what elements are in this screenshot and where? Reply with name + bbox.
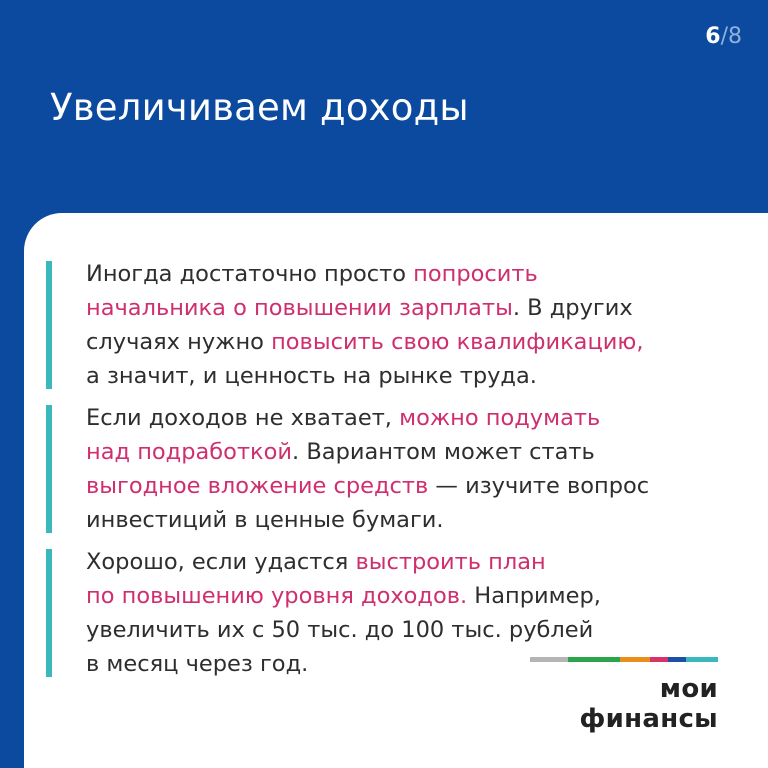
paragraph-text: [86, 401, 736, 537]
accent-bar: [46, 549, 52, 677]
text-run: случаях нужно: [86, 329, 272, 355]
text-line: [86, 435, 736, 469]
highlighted-text: попросить: [413, 261, 538, 287]
page-counter: [705, 24, 742, 49]
highlighted-text: можно подумать: [399, 405, 601, 431]
highlighted-text: по повышению уровня доходов.: [86, 583, 468, 609]
text-line: [86, 613, 736, 647]
text-run: Например,: [467, 583, 601, 609]
content-card: [24, 213, 768, 768]
highlighted-text: повысить свою квалификацию,: [271, 329, 644, 355]
text-line: [86, 579, 736, 613]
text-line: [86, 325, 736, 359]
brand-logo: [530, 657, 718, 734]
stripe-segment: [686, 657, 718, 662]
paragraph-side-income: [46, 401, 736, 537]
text-line: [86, 503, 736, 537]
brand-color-stripe: [530, 657, 718, 662]
page-separator: /: [720, 24, 728, 49]
highlighted-text: начальника о повышении зарплаты: [86, 295, 513, 321]
text-run: увеличить их с 50 тыс. до 100 тыс. рублей: [86, 617, 594, 643]
slide-title: Увеличиваем доходы: [50, 86, 469, 129]
highlighted-text: над подработкой: [86, 439, 293, 465]
highlighted-text: выстроить план: [355, 549, 546, 575]
text-run: . В других: [512, 295, 633, 321]
text-run: в месяц через год.: [86, 651, 309, 677]
text-run: . Вариантом может стать: [292, 439, 595, 465]
stripe-segment: [668, 657, 686, 662]
text-run: Если доходов не хватает,: [86, 405, 400, 431]
stripe-segment: [568, 657, 620, 662]
accent-bar: [46, 405, 52, 533]
page-total: 8: [728, 24, 742, 49]
text-run: Хорошо, если удастся: [86, 549, 356, 575]
text-line: [86, 291, 736, 325]
stripe-segment: [650, 657, 668, 662]
text-line: [86, 359, 736, 393]
brand-name: мои финансы: [579, 674, 718, 734]
stripe-segment: [530, 657, 568, 662]
paragraph-text: [86, 257, 736, 393]
paragraph-ask-raise: [46, 257, 736, 393]
highlighted-text: выгодное вложение средств: [86, 473, 429, 499]
text-run: инвестиций в ценные бумаги.: [86, 507, 444, 533]
text-run: а значит, и ценность на рынке труда.: [86, 363, 537, 389]
text-line: [86, 469, 736, 503]
text-run: — изучите вопрос: [428, 473, 650, 499]
text-line: [86, 401, 736, 435]
accent-bar: [46, 261, 52, 389]
page-current: 6: [705, 24, 721, 49]
text-line: [86, 257, 736, 291]
stripe-segment: [620, 657, 650, 662]
text-line: [86, 545, 736, 579]
text-run: Иногда достаточно просто: [86, 261, 414, 287]
